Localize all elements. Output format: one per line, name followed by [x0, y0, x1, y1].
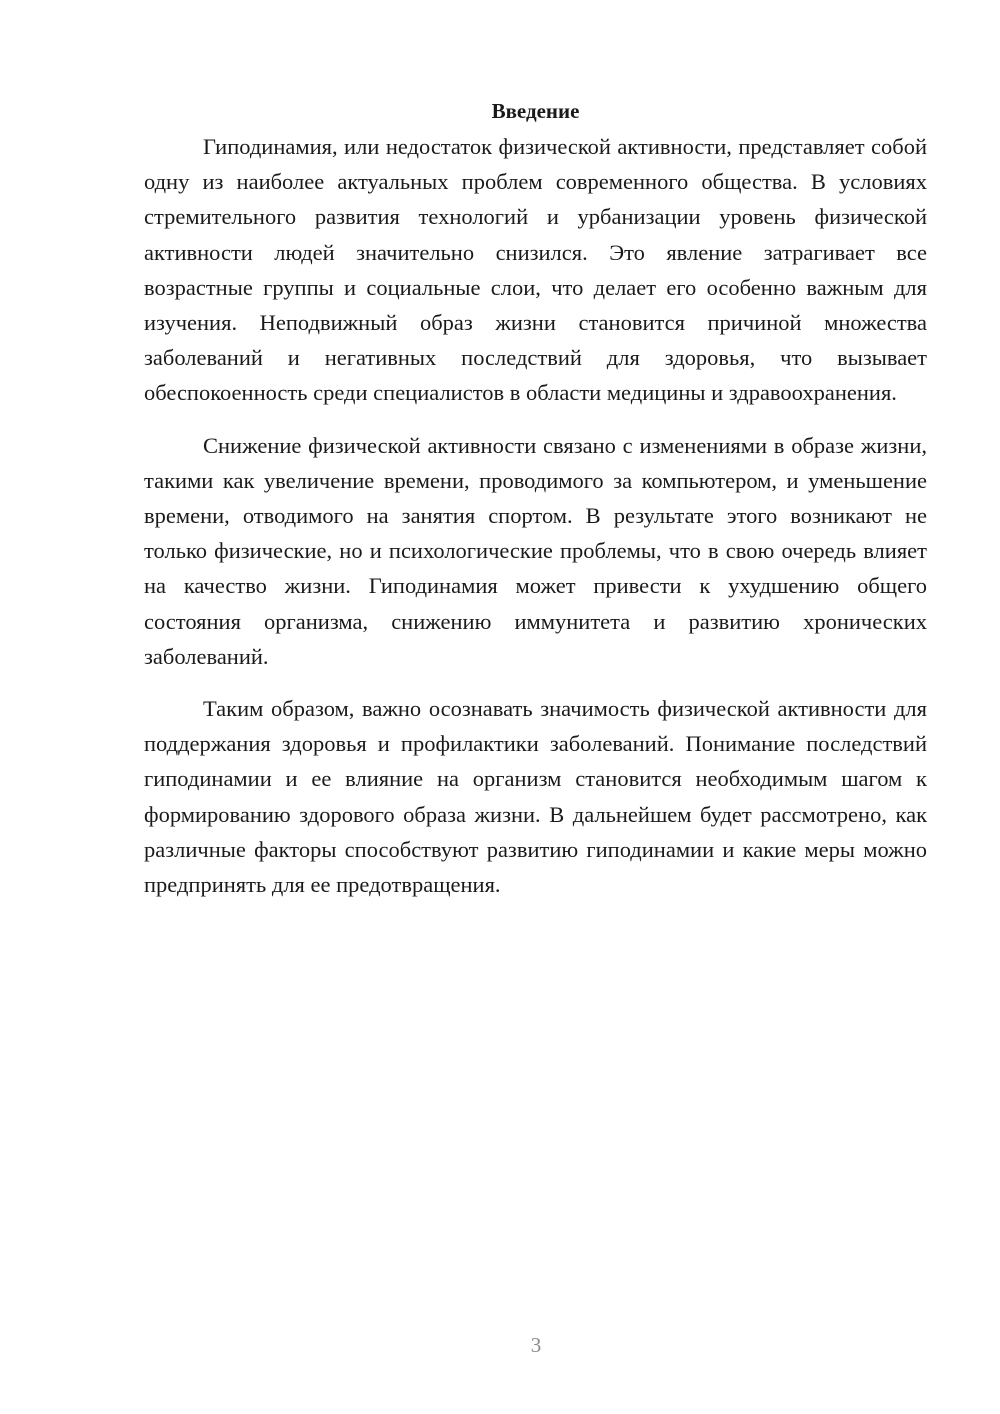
paragraph-2: Снижение физической активности связано с изменениями в образе жизни, такими как увеличение времени, проводимого за компьютером, и уменьшение времени, отводимого на занятия спортом. В результате этого возникают не только физические, но и психологические проблемы, что в свою очередь влияет на качество жизни. Гиподинамия может привести к ухудшению общего состояния организма, снижению иммунитета и развитию хронических заболеваний. [144, 432, 927, 669]
paragraph-3: Таким образом, важно осознавать значимость физической активности для поддержания здоровья и профилактики заболеваний. Понимание последствий гиподинамии и ее влияние на организм становится необходимым шагом к формированию здорового образа жизни. В дальнейшем будет рассмотрено, как различные факторы способствуют развитию гиподинамии и какие меры можно предпринять для ее предотвращения. [144, 696, 927, 898]
page-number: 3 [530, 1333, 542, 1357]
page-content [144, 96, 927, 902]
paragraph-1: Гиподинамия, или недостаток физической активности, представляет собой одну из наиболее актуальных проблем современного общества. В условиях стремительного развития технологий и урбанизации уровень физической активности людей значительно снизился. Это явление затрагивает все возрастные группы и социальные слои, что делает его особенно важным для изучения. Неподвижный образ жизни становится причиной множества заболеваний и негативных последствий для здоровья, что вызывает обеспокоенность среди специалистов в области медицины и здравоохранения. [144, 134, 927, 406]
section-title: Введение [491, 99, 580, 123]
